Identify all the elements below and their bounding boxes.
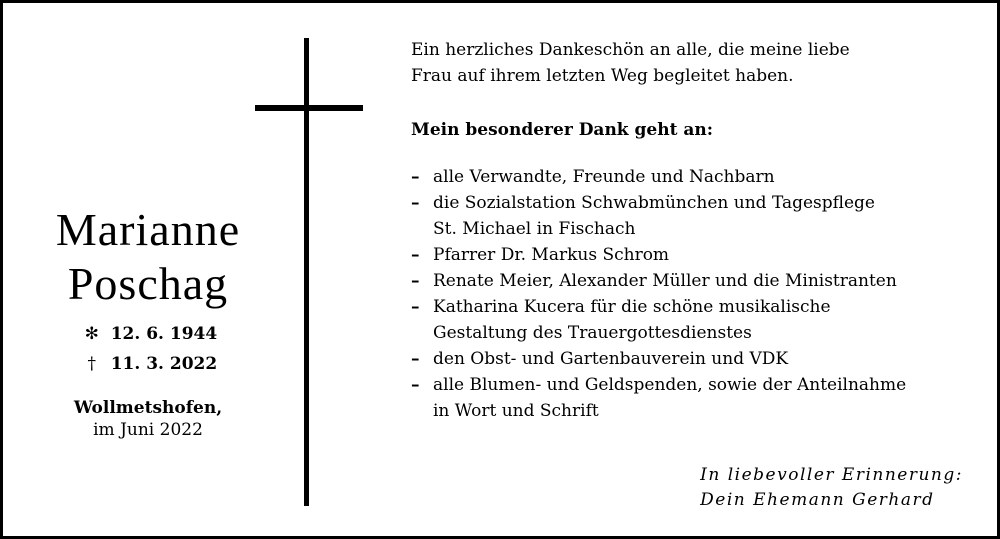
birth-line [33, 319, 263, 349]
list-item [411, 372, 986, 424]
list-item-text-continued: in Wort und Schrift [433, 401, 599, 421]
list-item [411, 242, 986, 268]
place-town: Wollmetshofen, [73, 398, 223, 418]
deceased-last-name: Poschag [67, 258, 229, 309]
dash-icon: – [411, 167, 420, 187]
list-item [411, 294, 986, 346]
dash-icon: – [411, 297, 420, 317]
death-date: 11. 3. 2022 [110, 354, 218, 374]
place-and-date [33, 397, 263, 441]
dash-icon: – [411, 375, 420, 395]
signature [700, 463, 963, 513]
signature-line-1: In liebevoller Erinnerung: [700, 465, 963, 485]
list-item-text: Renate Meier, Alexander Müller und die Ministranten [433, 271, 897, 291]
dash-icon: – [411, 271, 420, 291]
dash-icon: – [411, 349, 420, 369]
thanks-list [411, 164, 986, 424]
dash-icon: – [411, 193, 420, 213]
cross-horizontal-bar [255, 105, 363, 111]
deceased-info [33, 203, 263, 441]
place-date: im Juni 2022 [93, 420, 203, 440]
list-item [411, 164, 986, 190]
thanks-heading: Mein besonderer Dank geht an: [411, 120, 713, 140]
dash-icon: – [411, 245, 420, 265]
signature-line-2: Dein Ehemann Gerhard [700, 490, 935, 510]
list-item-text: alle Blumen- und Geldspenden, sowie der Anteilnahme [433, 375, 907, 395]
death-cross-icon: † [87, 354, 97, 374]
list-item-text: Katharina Kucera für die schöne musikalische [433, 297, 831, 317]
list-item [411, 190, 986, 242]
thanks-text [411, 37, 986, 424]
death-line [33, 349, 263, 379]
birth-date: 12. 6. 1944 [110, 324, 218, 344]
list-item [411, 346, 986, 372]
list-item-text: Pfarrer Dr. Markus Schrom [433, 245, 670, 265]
intro-line-2: Frau auf ihrem letzten Weg begleitet haben. [411, 66, 794, 86]
deceased-first-name: Marianne [55, 204, 241, 255]
list-item-text: die Sozialstation Schwabmünchen und Tagespflege [433, 193, 875, 213]
life-dates [33, 319, 263, 379]
list-item-text-continued: Gestaltung des Trauergottesdienstes [433, 323, 752, 343]
list-item-text-continued: St. Michael in Fischach [433, 219, 636, 239]
list-item [411, 268, 986, 294]
list-item-text: den Obst- und Gartenbauverein und VDK [433, 349, 789, 369]
list-item-text: alle Verwandte, Freunde und Nachbarn [433, 167, 775, 187]
birth-star-icon: ✻ [84, 324, 99, 344]
intro-line-1: Ein herzliches Dankeschön an alle, die meine liebe [411, 40, 850, 60]
